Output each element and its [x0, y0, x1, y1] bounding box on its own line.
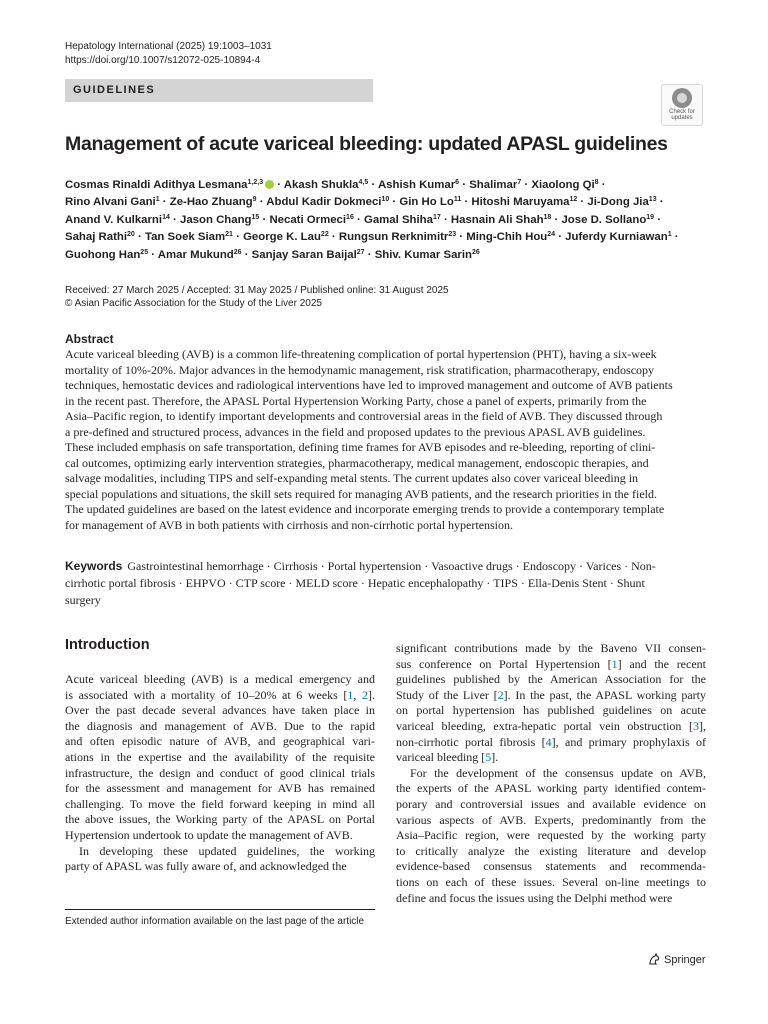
author-affiliation: 4,5: [358, 179, 369, 186]
author-name[interactable]: Shalimar: [469, 179, 518, 191]
abstract-line: Asia–Pacific region, to identify important developments and controversial areas in the field of AVB. They discussed through: [65, 409, 663, 424]
abstract-body: [65, 347, 705, 534]
author-affiliation: 27: [356, 248, 365, 256]
author-affiliation: 6: [455, 179, 460, 186]
introduction-column-right: [396, 641, 706, 906]
author-affiliation: 9: [252, 196, 257, 204]
reference-link[interactable]: 2: [362, 687, 369, 702]
author-line: Rino Alvani Gani$^1$ · Ze-Hao Zhuang$^9$ · Abdul Kadir Dokmeci$^{10}$ · Gin Ho $Lo^{11}$ · Hitoshi Maruyama$^{12}$ · Ji-Dong Jia$^{13}$ ·: [65, 196, 664, 209]
author-affiliation: 14: [162, 213, 170, 221]
author-name[interactable]: Juferdy Kurniawan: [565, 231, 668, 244]
abstract-line: These included emphasis on safe transportation, defining time frames for AVB episodes and re-bleeding, reporting of clini-: [65, 440, 656, 455]
body-text-line: to critically analyze the existing literature and develop: [396, 843, 706, 858]
abstract-line: special populations and situations, the skill sets required for managing AVB patients, and the research priorities in the field.: [65, 486, 657, 501]
abstract-line: Acute variceal bleeding (AVB) is a common life-threatening complication of portal hypertension (PHT), having a six-week: [65, 347, 657, 361]
body-text-line: evidence-based consensus statements and recommenda-: [396, 859, 706, 874]
body-text-line: significant contributions made by the Baveno VII consen-: [396, 641, 706, 655]
journal-citation: Hepatology International (2025) 19:1003–1031: [65, 41, 272, 52]
body-text-line: define and focus the issues using the Delphi method were: [396, 890, 673, 905]
author-name[interactable]: Gin Ho Lo: [399, 196, 454, 209]
author-affiliation: 7: [517, 179, 522, 186]
introduction-column-left: [65, 672, 375, 875]
abstract-line: for management of AVB in both patients with cirrhosis and non-cirrhotic portal hypertension.: [65, 518, 514, 533]
body-text-line: Over the past decade several advances have taken place in: [65, 703, 375, 718]
check-updates-label-1: Check for: [669, 109, 695, 115]
author-name[interactable]: Guohong Han: [65, 248, 141, 261]
author-name[interactable]: Ji-Dong Jia: [587, 196, 649, 209]
footnote-rule: [65, 909, 375, 910]
author-name[interactable]: Rino Alvani Gani: [65, 196, 156, 209]
introduction-heading: Introduction: [65, 637, 150, 653]
body-text-line: various aspects of AVB. Experts, predominantly from the: [396, 812, 706, 827]
author-affiliation: 15: [251, 213, 260, 221]
abstract-heading: Abstract: [65, 332, 114, 346]
author-affiliation: 13: [648, 196, 657, 204]
reference-link[interactable]: 1: [611, 656, 618, 671]
abstract-line: The updated guidelines are based on the latest evidence and incorporate emerging trends to provide a contemporary template: [65, 502, 665, 517]
author-affiliation: 1: [667, 231, 672, 239]
author-name[interactable]: Hasnain Ali Shah: [450, 213, 544, 226]
body-text-line: Study of the Liver [2]. In the past, the APASL working party: [396, 687, 706, 702]
abstract-line: cal outcomes, optimizing early intervention strategies, pharmacotherapy, medical management, endoscopic therapies, and: [65, 455, 649, 470]
author-affiliation: 10: [381, 196, 390, 204]
author-affiliation: 25: [140, 248, 149, 256]
keywords-line: surgery: [65, 593, 101, 608]
reference-link[interactable]: 1: [347, 687, 354, 702]
body-text-line: the experts of the APASL working party identified contem-: [396, 781, 706, 796]
body-text-line: variceal bleeding [5].: [396, 750, 499, 765]
author-name[interactable]: Gamal Shiha: [363, 213, 433, 226]
author-name[interactable]: Xiaolong Qi: [531, 179, 595, 191]
author-affiliation: 22: [320, 231, 329, 239]
keywords-block: [65, 558, 705, 610]
keywords-line: Keywords Gastrointestinal hemorrhage · Cirrhosis · Portal hypertension · Vasoactive drugs · Endoscopy · Varices · Non-: [65, 559, 656, 573]
author-affiliation: 19: [646, 213, 655, 221]
reference-link[interactable]: 2: [497, 687, 504, 702]
author-affiliation: 20: [127, 231, 135, 239]
author-name[interactable]: Abdul Kadir Dokmeci: [266, 196, 382, 209]
check-for-updates-button[interactable]: [661, 84, 703, 126]
article-title: Management of acute variceal bleeding: updated APASL guidelines: [65, 133, 668, 155]
author-affiliation: 11: [453, 196, 462, 204]
reference-link[interactable]: 5: [485, 750, 492, 765]
author-affiliation: 26: [471, 248, 480, 256]
author-affiliation: 16: [346, 213, 354, 221]
body-text-line: In developing these updated guidelines, the working: [79, 843, 375, 858]
author-name[interactable]: Ze-Hao Zhuang: [169, 196, 253, 209]
body-text-line: the diagnosis and management of AVB. Due to the rapid: [65, 718, 375, 733]
author-affiliation: 23: [448, 231, 457, 239]
author-list: [65, 177, 725, 264]
author-affiliation: 1: [155, 196, 160, 204]
author-affiliation: 12: [569, 196, 578, 204]
author-name[interactable]: George K. Lau: [243, 231, 321, 244]
author-affiliation: 18: [543, 213, 552, 221]
body-text-line: challenging. To move the field forward keeping in mind all: [65, 796, 375, 811]
body-text-line: the above issues, the Working party of the APASL on Portal: [65, 812, 375, 827]
reference-link[interactable]: 4: [545, 734, 552, 749]
doi-link[interactable]: https://doi.org/10.1007/s12072-025-10894-4: [65, 55, 261, 66]
author-name[interactable]: Jose D. Sollano: [561, 213, 647, 226]
body-text-line: porary and controversial issues and available evidence on: [396, 796, 706, 811]
author-name[interactable]: Jason Chang: [179, 213, 252, 226]
body-text-line: for the assessment and management for AVB has remained: [65, 781, 375, 796]
springer-horse-icon: [647, 952, 661, 966]
publication-dates: [65, 284, 449, 310]
author-affiliation: 24: [547, 231, 556, 239]
footnote: Extended author information available on the last page of the article: [65, 916, 365, 927]
author-affiliation: 8: [594, 179, 599, 186]
article-type-banner: GUIDELINES: [65, 79, 373, 102]
author-name[interactable]: Anand V. Kulkarni: [65, 213, 163, 226]
body-text-line: guidelines published by the American Association for the: [396, 672, 706, 687]
author-name[interactable]: Necati Ormeci: [269, 213, 347, 226]
author-line: Guohong Han$^{25}$ · Amar Mukund$^{26}$ · Sanjay Saran Baijal$^{27}$ · Shiv. Kumar Sarin$^{26}$: [65, 248, 480, 261]
body-text-line: tions on each of these issues. Several on-line meetings to: [396, 874, 706, 889]
reference-link[interactable]: 3: [693, 718, 699, 733]
body-text-line: non-cirrhotic portal fibrosis [4], and primary prophylaxis of: [396, 734, 706, 749]
publisher-name: Springer: [664, 954, 706, 966]
check-updates-label-2: updates: [671, 115, 693, 121]
author-affiliation: 17: [432, 213, 441, 221]
body-text-line: is associated with a mortality of 10–20% at 6 weeks [1, 2].: [65, 687, 376, 702]
author-name[interactable]: Tan Soek Siam: [144, 231, 226, 244]
author-name[interactable]: Rungsun Rerknimitr: [338, 231, 449, 244]
journal-header: [65, 40, 272, 68]
keywords-label: Keywords: [65, 559, 123, 573]
body-text-line: Asia–Pacific region, were requested by the working party: [396, 828, 706, 843]
abstract-line: salvage modalities, including TIPS and self-expanding metal stents. The current updates also cover variceal bleeding in: [65, 471, 639, 486]
author-line: Cosmas Rinaldi Adithya Lesmana$^{1,2,3}$ · Akash Shukla$^{4,5}$ · Ashish Kumar$^6$ · Shalimar$^7$ · Xiaolong $Qi^8$ ·: [65, 179, 606, 191]
author-name[interactable]: Akash Shukla: [283, 179, 359, 191]
body-text-line: sus conference on Portal Hypertension [1] and the recent: [396, 656, 706, 671]
body-text-line: variceal bleeding, extra-hepatic portal vein obstruction [3],: [396, 718, 706, 733]
body-text-line: party of APASL was fully aware of, and acknowledged the: [65, 859, 347, 874]
dates-line: Received: 27 March 2025 / Accepted: 31 May 2025 / Published online: 31 August 2025: [65, 285, 449, 296]
body-text-line: and often episodic nature of AVB, and geographical vari-: [65, 734, 375, 749]
orcid-icon[interactable]: [265, 180, 274, 189]
author-name[interactable]: Cosmas Rinaldi Adithya Lesmana: [65, 179, 248, 191]
keywords-line: cirrhotic portal fibrosis · EHPVO · CTP score · MELD score · Hepatic encephalopathy · TIPS · Ella-Denis Stent · Shunt: [65, 576, 645, 591]
abstract-line: a pre-defined and structured process, advances in the field and proposed updates to the previous APASL AVB guidelines.: [65, 424, 646, 439]
author-affiliation: 26: [233, 248, 242, 256]
abstract-line: techniques, hemostatic devices and radiological interventions have led to improved management and outcome of AVB patients: [65, 378, 673, 393]
author-name[interactable]: Ming-Chih Hou: [466, 231, 548, 244]
author-name[interactable]: Sahaj Rathi: [65, 231, 128, 244]
body-text-line: Acute variceal bleeding (AVB) is a medical emergency and: [65, 672, 375, 686]
author-line: Sahaj Rathi$^{20}$ · Tan Soek Siam$^{21}$ · George K. Lau$^{22}$ · Rungsun Rerknimitr$^{23}$ · Ming-Chih Hou$^{24}$ · Juferdy Kurniawan$^1$ ·: [65, 231, 679, 244]
body-text-line: ations in the expertise and the availability of the requisite: [65, 749, 375, 764]
author-name[interactable]: Hitoshi Maruyama: [471, 196, 570, 209]
author-name[interactable]: Amar Mukund: [157, 248, 234, 261]
body-text-line: For the development of the consensus update on AVB,: [410, 765, 706, 780]
author-affiliation: 1,2,3: [247, 179, 264, 186]
body-text-line: on portal hypertension has published guidelines on acute: [396, 703, 706, 718]
check-updates-icon: [672, 88, 692, 108]
publisher-logo: [647, 952, 706, 966]
author-name[interactable]: Sanjay Saran Baijal: [251, 248, 357, 261]
author-name[interactable]: Shiv. Kumar Sarin: [374, 248, 472, 261]
abstract-line: in the recent past. Therefore, the APASL Portal Hypertension Working Party, chose a panel of experts, primarily from the: [65, 393, 647, 408]
author-name[interactable]: Ashish Kumar: [377, 179, 456, 191]
author-affiliation: 21: [225, 231, 233, 239]
abstract-line: mortality of 10%-20%. Major advances in the hemodynamic management, risk stratification, pharmacotherapy, endoscopy: [65, 362, 655, 377]
body-text-line: infrastructure, the design and conduct of good clinical trials: [65, 765, 375, 780]
copyright-line: © Asian Pacific Association for the Study of the Liver 2025: [65, 298, 322, 309]
body-text-line: Hypertension undertook to update the management of AVB.: [65, 827, 353, 842]
author-line: Anand V. Kulkarni$^{14}$ · Jason Chang$^{15}$ · Necati Ormeci$^{16}$ · Gamal Shiha$^{17}$ · Hasnain Ali Shah$^{18}$ · Jose D. Sollano$^{19}$ ·: [65, 213, 662, 226]
